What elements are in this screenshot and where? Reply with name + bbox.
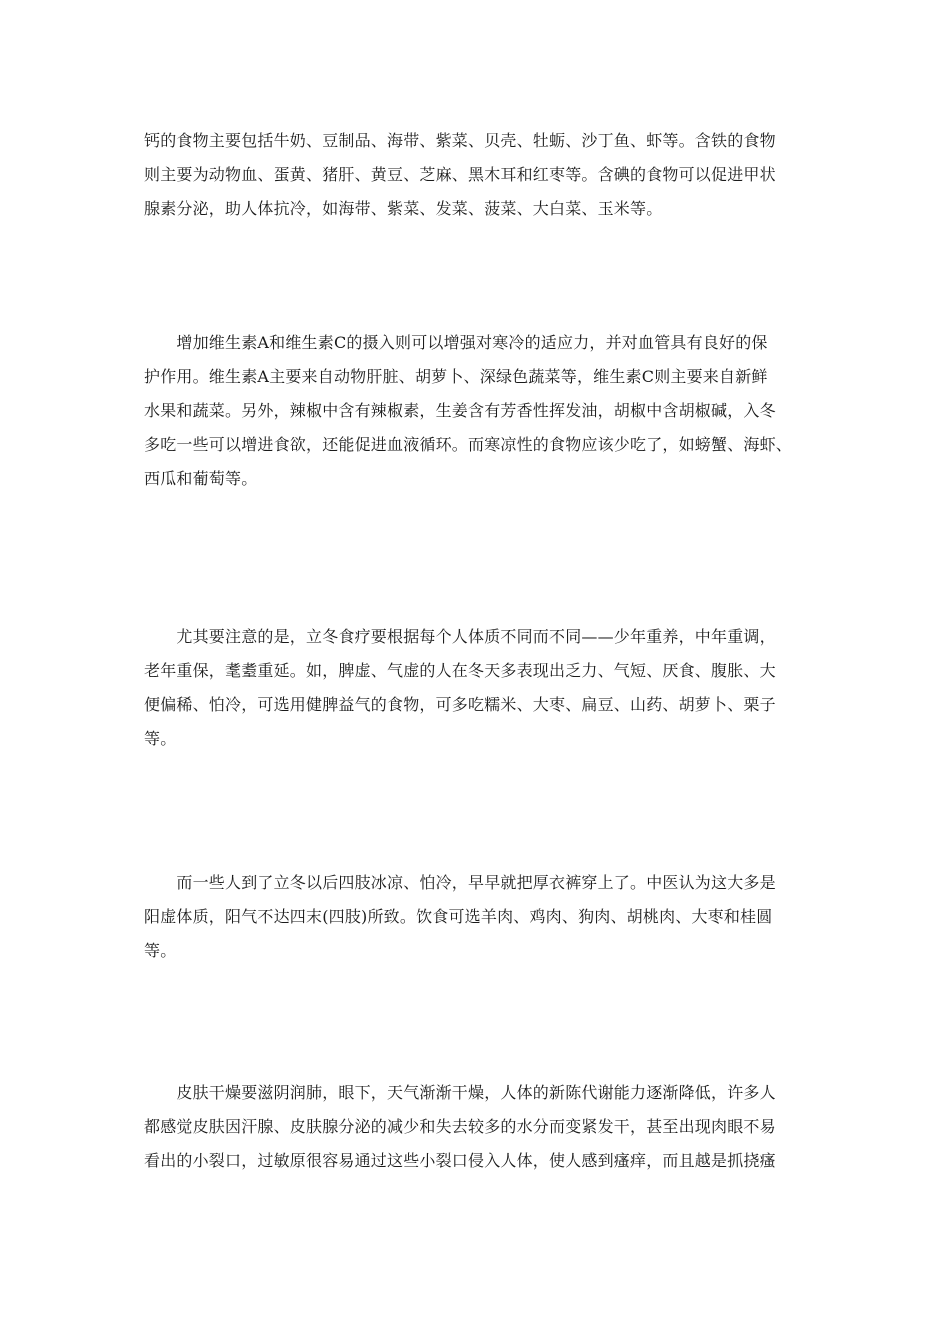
text-line: 老年重保，耄耋重延。如，脾虚、气虚的人在冬天多表现出乏力、气短、厌食、腹胀、大: [144, 661, 776, 680]
text-line: 多吃一些可以增进食欲，还能促进血液循环。而寒凉性的食物应该少吃了，如螃蟹、海虾、: [144, 435, 793, 454]
text-line: 等。: [144, 941, 177, 960]
text-line: 水果和蔬菜。另外，辣椒中含有辣椒素，生姜含有芳香性挥发油，胡椒中含胡椒碱，入冬: [144, 401, 776, 420]
paragraph-vitamins: [144, 326, 824, 496]
paragraph-yang-deficiency: [144, 866, 824, 968]
text-line: 看出的小裂口，过敏原很容易通过这些小裂口侵入人体，使人感到瘙痒，而且越是抓挠瘙: [144, 1151, 776, 1170]
text-line: 尤其要注意的是，立冬食疗要根据每个人体质不同而不同——少年重养，中年重调，: [144, 627, 776, 646]
text-line: 护作用。维生素A主要来自动物肝脏、胡萝卜、深绿色蔬菜等，维生素C则主要来自新鲜: [144, 367, 768, 386]
text-line: 腺素分泌，助人体抗冷，如海带、紫菜、发菜、菠菜、大白菜、玉米等。: [144, 199, 663, 218]
paragraph-constitution: [144, 620, 824, 756]
text-line: 则主要为动物血、蛋黄、猪肝、黄豆、芝麻、黑木耳和红枣等。含碘的食物可以促进甲状: [144, 165, 776, 184]
text-line: 皮肤干燥要滋阴润肺，眼下，天气渐渐干燥，人体的新陈代谢能力逐渐降低，许多人: [144, 1083, 776, 1102]
text-line: 等。: [144, 729, 177, 748]
text-line: 而一些人到了立冬以后四肢冰凉、怕冷，早早就把厚衣裤穿上了。中医认为这大多是: [144, 873, 776, 892]
paragraph-minerals: [144, 124, 824, 226]
text-line: 钙的食物主要包括牛奶、豆制品、海带、紫菜、贝壳、牡蛎、沙丁鱼、虾等。含铁的食物: [144, 131, 776, 150]
paragraph-dry-skin: [144, 1076, 824, 1178]
text-line: 增加维生素A和维生素C的摄入则可以增强对寒冷的适应力，并对血管具有良好的保: [144, 333, 768, 352]
text-line: 西瓜和葡萄等。: [144, 469, 258, 488]
text-line: 都感觉皮肤因汗腺、皮肤腺分泌的减少和失去较多的水分而变紧发干，甚至出现肉眼不易: [144, 1117, 776, 1136]
text-line: 阳虚体质，阳气不达四末(四肢)所致。饮食可选羊肉、鸡肉、狗肉、胡桃肉、大枣和桂圆: [144, 907, 773, 926]
text-line: 便偏稀、怕冷，可选用健脾益气的食物，可多吃糯米、大枣、扁豆、山药、胡萝卜、栗子: [144, 695, 776, 714]
